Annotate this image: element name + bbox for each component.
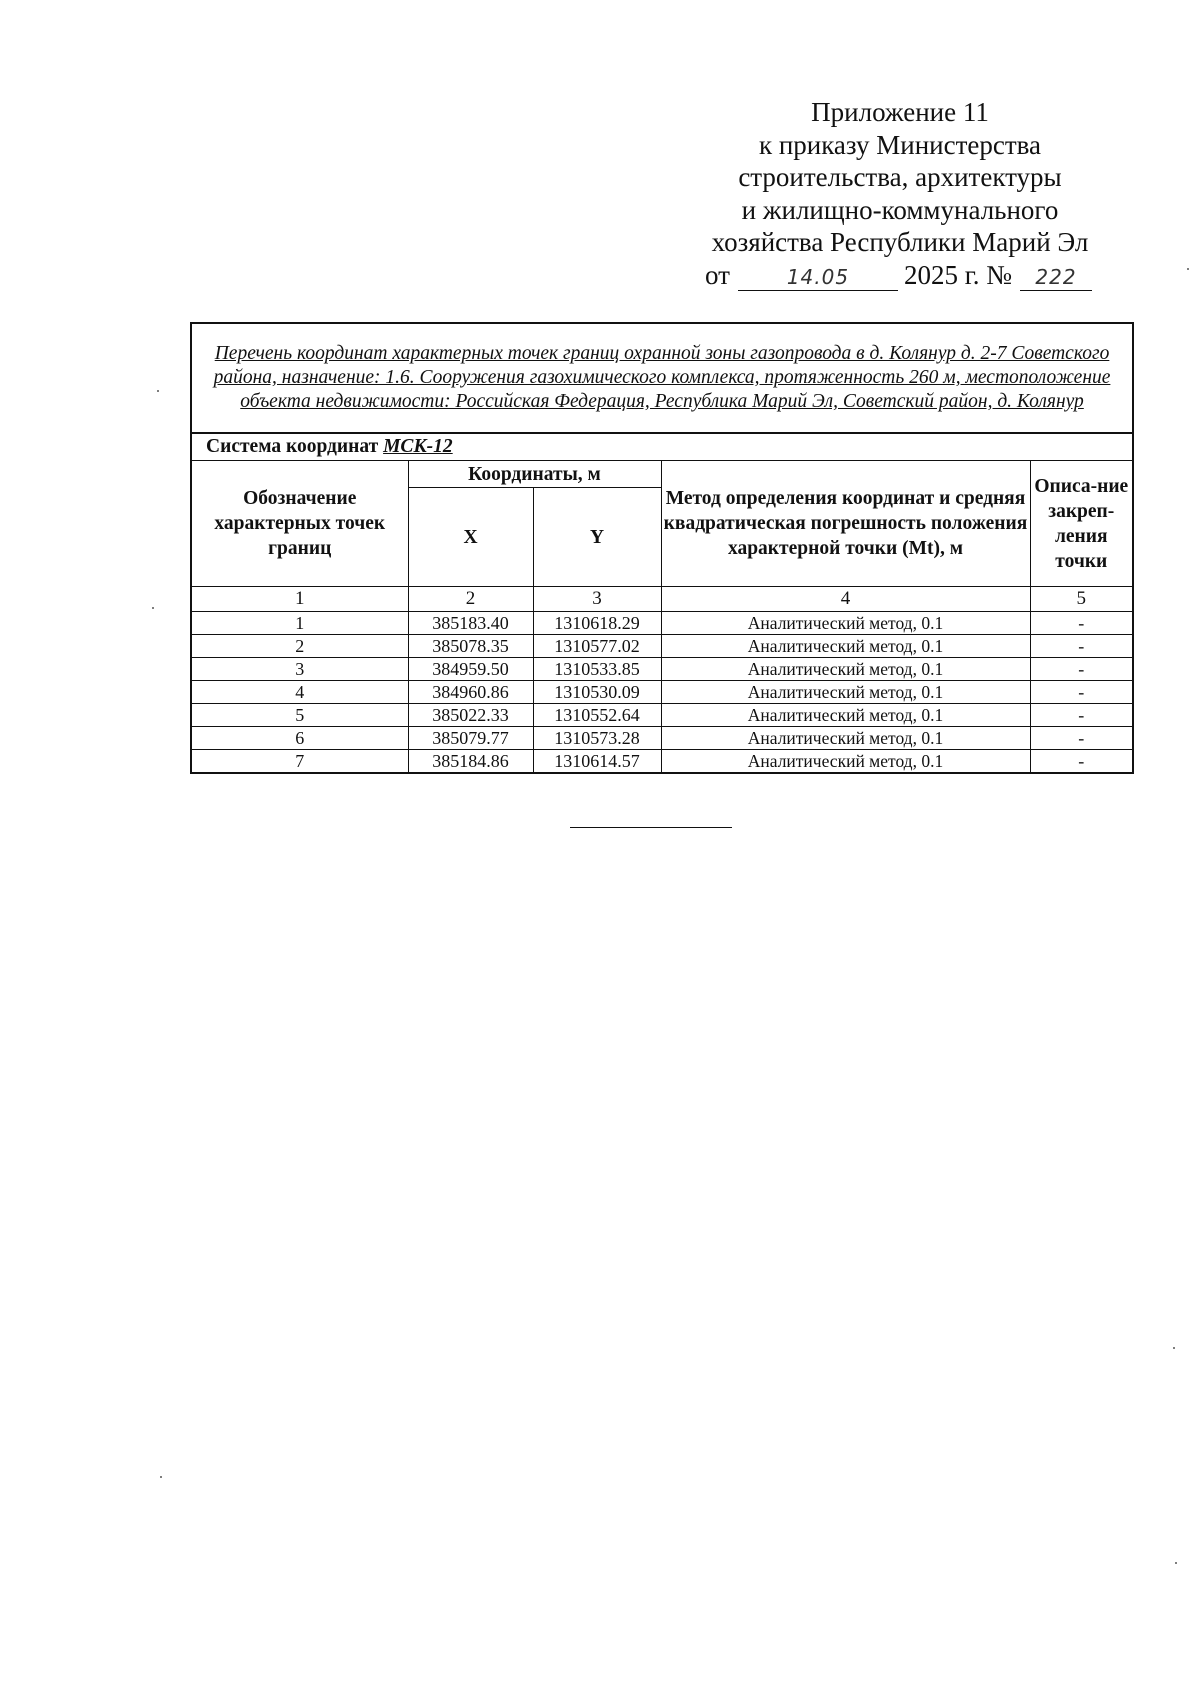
year-number-label: 2025 г. №: [903, 259, 1012, 290]
cell-method: Аналитический метод, 0.1: [661, 750, 1030, 774]
header-description: Описа-ние закреп-ления точки: [1030, 461, 1133, 587]
header-row-top: [191, 461, 1133, 488]
cell-description: -: [1030, 750, 1133, 774]
cell-description: -: [1030, 658, 1133, 681]
number-blank: [1020, 262, 1092, 291]
cell-y: 1310618.29: [533, 612, 661, 635]
coordinates-table: [190, 322, 1134, 774]
scan-speck: [1187, 268, 1189, 270]
cell-x: 385184.86: [408, 750, 533, 774]
handwritten-date: 14.05: [786, 264, 850, 289]
cell-y: 1310577.02: [533, 635, 661, 658]
system-row: [191, 433, 1133, 461]
column-number: 2: [408, 587, 533, 612]
cell-method: Аналитический метод, 0.1: [661, 704, 1030, 727]
coordinate-system: [191, 433, 1133, 461]
cell-point: 4: [191, 681, 408, 704]
cell-method: Аналитический метод, 0.1: [661, 612, 1030, 635]
table-row: [191, 704, 1133, 727]
cell-y: 1310573.28: [533, 727, 661, 750]
cell-description: -: [1030, 612, 1133, 635]
header-coords: Координаты, м: [408, 461, 661, 488]
appendix-line-2: к приказу Министерства: [758, 129, 1042, 160]
appendix-line-4: и жилищно-коммунального: [741, 194, 1059, 225]
appendix-line-5: хозяйства Республики Марий Эл: [711, 227, 1089, 257]
header-points: Обозначение характерных точек границ: [191, 461, 408, 587]
scan-speck: [1173, 1347, 1175, 1349]
cell-x: 385183.40: [408, 612, 533, 635]
scan-speck: [160, 1476, 162, 1478]
cell-description: -: [1030, 704, 1133, 727]
cell-point: 7: [191, 750, 408, 774]
end-separator-line: [570, 827, 732, 828]
table-row: [191, 612, 1133, 635]
scan-speck: [157, 390, 159, 392]
appendix-date-line: [680, 259, 1120, 292]
table-row: [191, 658, 1133, 681]
cell-point: 5: [191, 704, 408, 727]
table-row: [191, 727, 1133, 750]
cell-point: 3: [191, 658, 408, 681]
caption-row: [191, 323, 1133, 433]
column-number: 4: [661, 587, 1030, 612]
column-number: 3: [533, 587, 661, 612]
column-number-row: [191, 587, 1133, 612]
appendix-reference: [680, 96, 1120, 291]
scan-speck: [1175, 1562, 1177, 1564]
cell-method: Аналитический метод, 0.1: [661, 681, 1030, 704]
handwritten-number: 222: [1035, 264, 1077, 289]
cell-y: 1310530.09: [533, 681, 661, 704]
cell-x: 384960.86: [408, 681, 533, 704]
cell-point: 1: [191, 612, 408, 635]
cell-description: -: [1030, 635, 1133, 658]
cell-x: 385079.77: [408, 727, 533, 750]
cell-y: 1310614.57: [533, 750, 661, 774]
cell-x: 385022.33: [408, 704, 533, 727]
appendix-title: Приложение 11: [811, 97, 989, 127]
cell-method: Аналитический метод, 0.1: [661, 727, 1030, 750]
cell-x: 384959.50: [408, 658, 533, 681]
cell-x: 385078.35: [408, 635, 533, 658]
coordinates-table-wrapper: [190, 322, 1132, 774]
column-number: 1: [191, 587, 408, 612]
cell-method: Аналитический метод, 0.1: [661, 658, 1030, 681]
appendix-line-3: строительства, архитектуры: [738, 162, 1062, 192]
cell-description: -: [1030, 681, 1133, 704]
table-row: [191, 681, 1133, 704]
table-caption: Перечень координат характерных точек границ охранной зоны газопровода в д. Колянур д. 2-7 Советского района, назначение: 1.6. Сооружения газохимического комплекса, протяженность 260 м, местоположение объекта недвижимости: Российская Федерация, Республика Марий Эл, Советский район, д. Колянур: [191, 323, 1133, 433]
cell-method: Аналитический метод, 0.1: [661, 635, 1030, 658]
cell-point: 6: [191, 727, 408, 750]
table-row: [191, 635, 1133, 658]
header-x: X: [408, 488, 533, 587]
header-method: Метод определения координат и средняя квадратическая погрешность положения характерной точки (Mt), м: [661, 461, 1030, 587]
cell-description: -: [1030, 727, 1133, 750]
table-row: [191, 750, 1133, 774]
date-blank: [738, 262, 898, 291]
cell-y: 1310552.64: [533, 704, 661, 727]
scan-speck: [152, 607, 154, 609]
cell-point: 2: [191, 635, 408, 658]
cell-y: 1310533.85: [533, 658, 661, 681]
header-y: Y: [533, 488, 661, 587]
date-prefix: от: [705, 259, 730, 290]
coordinate-system-label: Система координат: [206, 436, 379, 457]
column-number: 5: [1030, 587, 1133, 612]
coordinate-system-value: МСК-12: [383, 436, 453, 457]
